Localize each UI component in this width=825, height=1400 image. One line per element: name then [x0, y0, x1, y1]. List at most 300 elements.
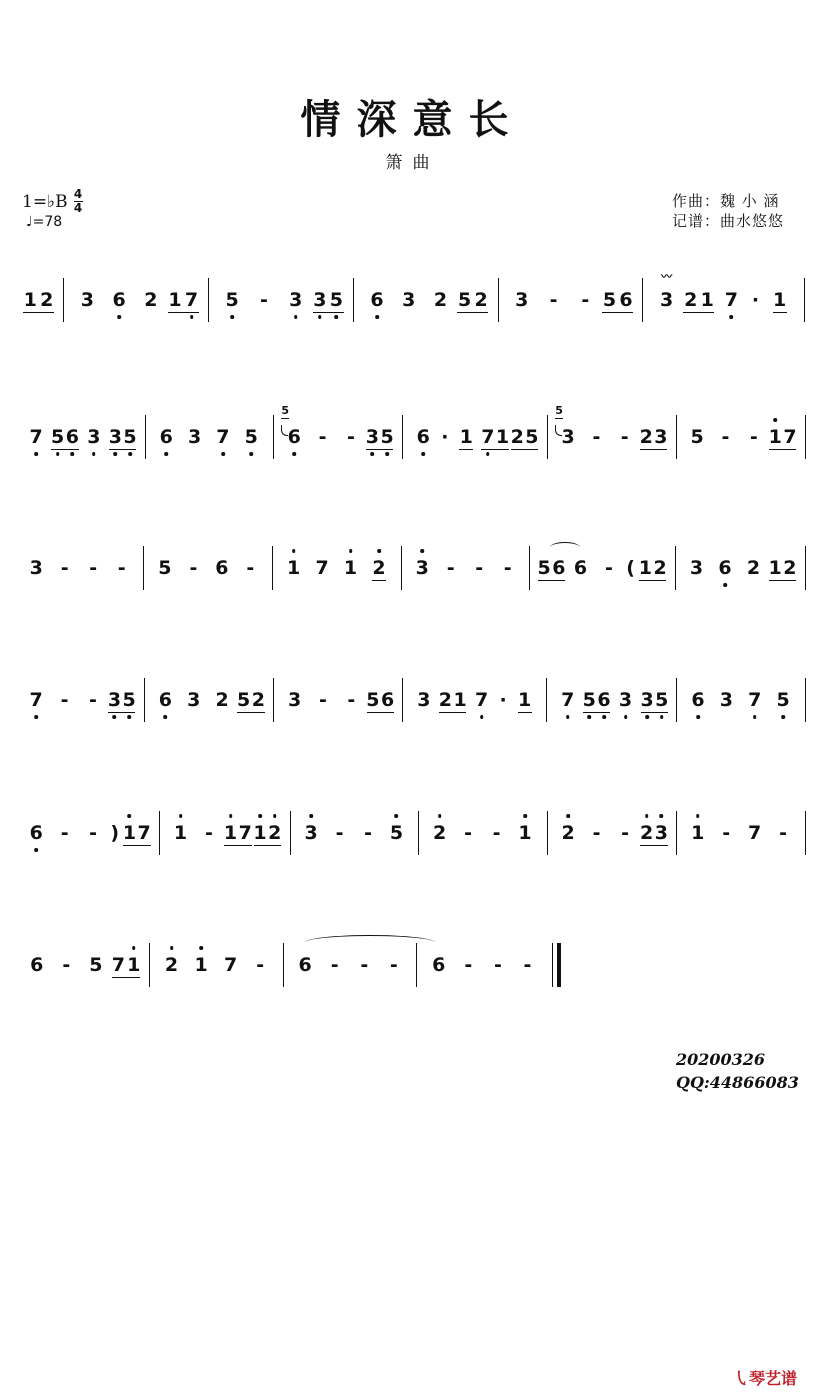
note: 3 [87, 426, 101, 448]
final-barline [557, 943, 561, 987]
note: 1 [638, 557, 652, 579]
note: - [346, 426, 355, 448]
barline [418, 811, 419, 855]
high-octave-dot [377, 549, 381, 553]
tempo-marking [26, 214, 62, 230]
note: 3 [719, 689, 733, 711]
note: 1 [122, 822, 137, 844]
barline [805, 415, 806, 459]
site-logo [733, 1366, 797, 1389]
note: 2 [474, 289, 488, 311]
note: - [779, 822, 787, 844]
note: 3 [561, 426, 575, 448]
note: 2 [40, 289, 54, 311]
note: 2 [746, 557, 761, 579]
high-octave-dot [258, 814, 262, 818]
grace-note: 5 [555, 404, 563, 417]
note: 6 [573, 557, 588, 579]
beam-underline [367, 712, 394, 713]
high-octave-dot [523, 814, 527, 818]
barline [290, 811, 291, 855]
note: - [347, 689, 356, 711]
note: 1 [772, 289, 787, 311]
low-octave-dot [645, 715, 649, 719]
note: 2 [433, 289, 448, 311]
low-octave-dot [92, 452, 96, 456]
low-octave-dot [294, 315, 298, 319]
note: - [620, 426, 629, 448]
low-octave-dot [587, 715, 591, 719]
barline [529, 546, 530, 590]
note: ) [110, 822, 120, 844]
note: 1 [253, 822, 267, 844]
note: 7 [224, 954, 238, 976]
note: 6 [416, 426, 430, 448]
note: 1 [453, 689, 467, 711]
note: 1 [518, 689, 532, 711]
high-octave-dot [292, 549, 296, 553]
low-octave-dot [230, 315, 234, 319]
beam-underline [237, 712, 264, 713]
page-subtitle: 箫曲 [385, 153, 440, 173]
beam-underline [109, 449, 136, 450]
note: 3 [689, 557, 704, 579]
page-title: 情深意长 [300, 96, 525, 143]
high-octave-dot [395, 814, 399, 818]
underline [459, 449, 473, 450]
note: 6 [29, 822, 43, 844]
note: ( [626, 557, 635, 579]
note: - [621, 822, 629, 844]
beam-underline [511, 449, 538, 450]
low-octave-dot [371, 452, 375, 456]
note: 5 [158, 557, 172, 579]
tie-slur [305, 935, 435, 950]
note: 6 [215, 557, 229, 579]
note: 7 [481, 426, 495, 448]
barline [546, 678, 547, 722]
note: 7 [561, 689, 575, 711]
low-octave-dot [34, 848, 38, 852]
key-text: 1=♭B [22, 191, 68, 212]
note: 1 [168, 289, 182, 311]
note: - [446, 557, 455, 579]
note: 6 [112, 289, 126, 311]
note: 7 [724, 289, 738, 311]
note: - [60, 557, 69, 579]
note: 1 [768, 557, 782, 579]
high-octave-dot [132, 946, 136, 950]
low-octave-dot [71, 452, 75, 456]
barline [402, 678, 403, 722]
date-stamp: 20200326 [676, 1050, 766, 1069]
quarter-note-icon: ♩ [26, 214, 33, 230]
note: 3 [289, 289, 303, 311]
low-octave-dot [164, 715, 168, 719]
note: 7 [238, 822, 252, 844]
note: 6 [298, 954, 312, 976]
high-octave-dot [773, 418, 777, 422]
meter-bottom: 4 [73, 201, 83, 215]
beam-underline [457, 312, 488, 313]
note: 5 [51, 426, 65, 448]
barline [63, 278, 64, 322]
beam-underline [313, 312, 344, 313]
low-octave-dot [164, 452, 168, 456]
note: 2 [438, 689, 452, 711]
note: 5 [602, 289, 617, 311]
note: 5 [244, 426, 258, 448]
note: - [189, 557, 198, 579]
note: 6 [159, 426, 173, 448]
note: 1 [700, 289, 714, 311]
note: 1 [691, 822, 705, 844]
note: 3 [417, 689, 431, 711]
beam-underline [224, 845, 251, 846]
note: 3 [187, 689, 201, 711]
low-octave-dot [190, 315, 194, 319]
note: 5 [690, 426, 704, 448]
note: 5 [537, 557, 551, 579]
note: - [592, 822, 601, 844]
note: 2 [783, 557, 797, 579]
low-octave-dot [335, 315, 339, 319]
note: 5 [237, 689, 251, 711]
low-octave-dot [249, 452, 253, 456]
note: 3 [80, 289, 94, 311]
note: 3 [402, 289, 416, 311]
high-octave-dot [420, 549, 424, 553]
beam-underline [641, 712, 668, 713]
barline [145, 415, 146, 459]
qq-stamp: QQ:44866083 [676, 1073, 799, 1092]
note: 1 [173, 822, 188, 844]
note: 1 [495, 426, 510, 448]
barline [273, 415, 274, 459]
barline [676, 678, 677, 722]
beam-underline [769, 449, 796, 450]
note: 1 [23, 289, 37, 311]
note: 7 [29, 689, 43, 711]
note: 2 [251, 689, 265, 711]
note: - [88, 689, 97, 711]
note: 3 [29, 557, 43, 579]
note: 2 [510, 426, 524, 448]
note: - [256, 954, 265, 976]
barline [642, 278, 643, 322]
barline [208, 278, 209, 322]
note: 3 [654, 822, 668, 844]
note: 2 [164, 954, 179, 976]
low-octave-dot [753, 715, 757, 719]
grace-note: 5 [281, 404, 290, 417]
note: 5 [89, 954, 103, 976]
note: 5 [655, 689, 669, 711]
low-octave-dot [480, 715, 484, 719]
beam-underline [602, 312, 633, 313]
note: 1 [343, 557, 358, 579]
note: 5 [582, 689, 596, 711]
note: - [722, 822, 731, 844]
logo-text: 琴艺谱 [749, 1369, 798, 1388]
low-octave-dot [730, 315, 734, 319]
note: - [246, 557, 255, 579]
note: - [605, 557, 613, 579]
note: 7 [474, 689, 489, 711]
barline [159, 811, 160, 855]
barline [805, 546, 806, 590]
barline [144, 678, 145, 722]
note: - [89, 557, 98, 579]
barline [805, 678, 806, 722]
barline [143, 546, 144, 590]
grace-hook [281, 425, 288, 436]
low-octave-dot [602, 715, 606, 719]
composer-credit: 作曲：魏 小 涵 [672, 192, 780, 210]
low-octave-dot [113, 715, 117, 719]
note: 6 [597, 689, 611, 711]
low-octave-dot [221, 452, 225, 456]
tie-slur [550, 542, 580, 553]
beam-underline [481, 449, 508, 450]
note: - [464, 822, 473, 844]
note: 5 [122, 689, 136, 711]
low-octave-dot [486, 452, 490, 456]
high-octave-dot [660, 814, 664, 818]
note: 5 [366, 689, 380, 711]
beam-underline [168, 312, 199, 313]
note: - [117, 557, 126, 579]
note: 6 [718, 557, 732, 579]
note: 6 [30, 954, 44, 976]
note: 2 [561, 822, 575, 844]
note: · [441, 426, 449, 448]
note: 5 [329, 289, 343, 311]
barline [272, 546, 273, 590]
low-octave-dot [696, 715, 700, 719]
note: - [389, 954, 398, 976]
beam-underline [640, 449, 667, 450]
barline [498, 278, 499, 322]
barline [402, 415, 403, 459]
note: 6 [552, 557, 566, 579]
note: 7 [29, 426, 43, 448]
note: 5 [123, 426, 137, 448]
note: 7 [747, 822, 762, 844]
high-octave-dot [438, 814, 442, 818]
note: 7 [216, 426, 230, 448]
low-octave-dot [375, 315, 379, 319]
note: 6 [370, 289, 384, 311]
grace-underline [281, 418, 289, 419]
note: - [335, 822, 344, 844]
note: 6 [380, 689, 395, 711]
note: 2 [215, 689, 229, 711]
note: 2 [372, 557, 386, 579]
beam-underline [583, 712, 610, 713]
beam-underline [366, 449, 393, 450]
beam-underline [683, 312, 714, 313]
barline [149, 943, 150, 987]
note: - [721, 426, 730, 448]
high-octave-dot [349, 549, 353, 553]
beam-underline [639, 580, 667, 581]
note: 5 [225, 289, 239, 311]
note: · [751, 289, 760, 311]
low-octave-dot [56, 452, 60, 456]
underline [372, 580, 386, 581]
underline [773, 312, 787, 313]
note: - [205, 822, 213, 844]
note: 7 [137, 822, 151, 844]
note: 3 [187, 426, 202, 448]
note: 1 [286, 557, 301, 579]
beam-underline [538, 580, 566, 581]
note: 5 [380, 426, 394, 448]
time-signature [74, 188, 83, 215]
note: - [330, 954, 339, 976]
grace-hook [555, 425, 562, 436]
note: 2 [144, 289, 158, 311]
note: 3 [659, 289, 674, 311]
beam-underline [123, 845, 150, 846]
note: 3 [618, 689, 633, 711]
barline [552, 943, 553, 987]
note: 6 [287, 426, 301, 448]
transcriber-credit: 记谱：曲水悠悠 [672, 212, 785, 230]
barline [273, 678, 274, 722]
beam-underline [769, 580, 797, 581]
low-octave-dot [660, 715, 664, 719]
barline [547, 415, 548, 459]
note: 2 [684, 289, 698, 311]
note: - [749, 426, 758, 448]
note: 3 [287, 689, 302, 711]
note: - [592, 426, 601, 448]
high-octave-dot [128, 814, 132, 818]
low-octave-dot [318, 315, 322, 319]
beam-underline [254, 845, 281, 846]
barline [353, 278, 354, 322]
high-octave-dot [645, 814, 649, 818]
grace-underline [555, 418, 563, 419]
note: 5 [776, 689, 790, 711]
note: - [581, 289, 590, 311]
mordent-icon: 〰 [661, 270, 673, 283]
note: - [503, 557, 512, 579]
note: 1 [518, 822, 532, 844]
note: 1 [127, 954, 141, 976]
note: 3 [108, 426, 122, 448]
low-octave-dot [624, 715, 628, 719]
barline [804, 278, 805, 322]
logo-icon: ㇂ [733, 1369, 750, 1388]
note: 5 [458, 289, 472, 311]
note: 2 [433, 822, 447, 844]
meter-top: 4 [73, 187, 83, 201]
barline [675, 546, 676, 590]
note: 1 [194, 954, 208, 976]
note: - [493, 954, 502, 976]
beam-underline [51, 449, 78, 450]
note: 3 [313, 289, 327, 311]
note: - [492, 822, 501, 844]
note: 2 [268, 822, 282, 844]
low-octave-dot [127, 715, 131, 719]
note: 6 [158, 689, 173, 711]
note: 1 [223, 822, 238, 844]
note: - [89, 822, 98, 844]
note: - [464, 954, 473, 976]
note: 6 [432, 954, 446, 976]
barline [283, 943, 284, 987]
note: - [60, 822, 69, 844]
note: - [364, 822, 372, 844]
note: 7 [783, 426, 797, 448]
beam-underline [108, 712, 135, 713]
note: 3 [415, 557, 429, 579]
high-octave-dot [199, 946, 203, 950]
note: 7 [748, 689, 762, 711]
note: 7 [111, 954, 125, 976]
note: - [319, 689, 327, 711]
note: 1 [459, 426, 473, 448]
note: - [318, 426, 327, 448]
note: 3 [107, 689, 122, 711]
low-octave-dot [34, 715, 38, 719]
high-octave-dot [309, 814, 313, 818]
note: 2 [653, 557, 667, 579]
note: - [62, 954, 71, 976]
note: - [475, 557, 484, 579]
low-octave-dot [566, 715, 570, 719]
beam-underline [640, 845, 667, 846]
note: 6 [691, 689, 705, 711]
low-octave-dot [385, 452, 389, 456]
note: 3 [365, 426, 380, 448]
low-octave-dot [117, 315, 121, 319]
note: 5 [389, 822, 404, 844]
underline [518, 712, 532, 713]
note: 3 [640, 689, 654, 711]
high-octave-dot [273, 814, 277, 818]
high-octave-dot [179, 814, 183, 818]
tempo-value: =78 [32, 214, 63, 230]
low-octave-dot [114, 452, 118, 456]
note: 2 [640, 822, 654, 844]
note: 2 [639, 426, 653, 448]
note: 3 [654, 426, 668, 448]
barline [676, 415, 677, 459]
beam-underline [23, 312, 54, 313]
low-octave-dot [723, 583, 727, 587]
note: - [549, 289, 558, 311]
note: - [60, 689, 69, 711]
barline [401, 546, 402, 590]
note: - [360, 954, 369, 976]
note: 6 [65, 426, 79, 448]
note: 1 [768, 426, 782, 448]
low-octave-dot [128, 452, 132, 456]
barline [547, 811, 548, 855]
note: 3 [304, 822, 318, 844]
high-octave-dot [696, 814, 700, 818]
low-octave-dot [292, 452, 296, 456]
key-signature [22, 188, 83, 215]
high-octave-dot [229, 814, 233, 818]
low-octave-dot [421, 452, 425, 456]
low-octave-dot [781, 715, 785, 719]
